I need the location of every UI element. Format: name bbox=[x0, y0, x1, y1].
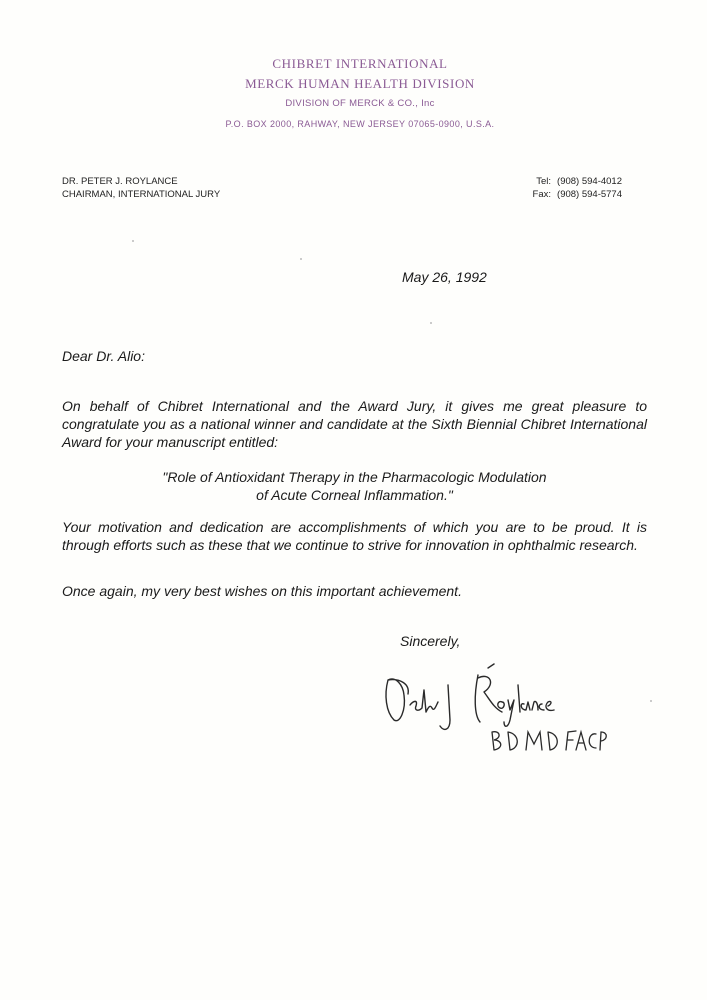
scan-speck bbox=[132, 240, 134, 242]
handwritten-signature bbox=[370, 650, 610, 760]
tel-row bbox=[523, 175, 622, 188]
body-paragraph-3: Once again, my very best wishes on this important achievement. bbox=[62, 583, 462, 599]
fax-row bbox=[523, 188, 622, 201]
parent-company: DIVISION OF MERCK & CO., Inc bbox=[285, 98, 435, 109]
body-paragraph-1: On behalf of Chibret International and the Award Jury, it gives me great pleasure to congratulate you as a national winner and candidate at the Sixth Biennial Chibret International Award for your manuscript entitled: bbox=[62, 398, 647, 450]
sender-block bbox=[62, 175, 220, 201]
letterhead bbox=[150, 50, 570, 134]
tel-label: Tel: bbox=[536, 176, 552, 187]
sender-name: DR. PETER J. ROYLANCE bbox=[62, 176, 178, 187]
scan-speck bbox=[650, 700, 652, 702]
manuscript-title bbox=[62, 468, 647, 504]
manuscript-title-line-1: "Role of Antioxidant Therapy in the Pharmacologic Modulation bbox=[162, 469, 547, 485]
scan-speck bbox=[430, 322, 432, 324]
sender-title: CHAIRMAN, INTERNATIONAL JURY bbox=[62, 189, 221, 200]
contact-block bbox=[523, 175, 622, 201]
fax-label: Fax: bbox=[532, 189, 552, 200]
closing: Sincerely, bbox=[400, 633, 461, 649]
salutation: Dear Dr. Alio: bbox=[62, 348, 145, 364]
signature-text: Peter J Roylance bbox=[370, 650, 378, 651]
letter-date: May 26, 1992 bbox=[402, 269, 487, 285]
manuscript-title-line-2: of Acute Corneal Inflammation." bbox=[256, 487, 453, 503]
company-address: P.O. BOX 2000, RAHWAY, NEW JERSEY 07065-0900, U.S.A. bbox=[225, 119, 495, 129]
fax-number: (908) 594-5774 bbox=[557, 189, 622, 200]
company-name: CHIBRET INTERNATIONAL bbox=[272, 56, 448, 71]
body-paragraph-2: Your motivation and dedication are accomplishments of which you are to be proud. It is through efforts such as these that we continue to strive for innovation in ophthalmic research. bbox=[62, 519, 647, 553]
tel-number: (908) 594-4012 bbox=[557, 176, 622, 187]
scan-speck bbox=[300, 258, 302, 260]
division-name: MERCK HUMAN HEALTH DIVISION bbox=[245, 76, 475, 91]
